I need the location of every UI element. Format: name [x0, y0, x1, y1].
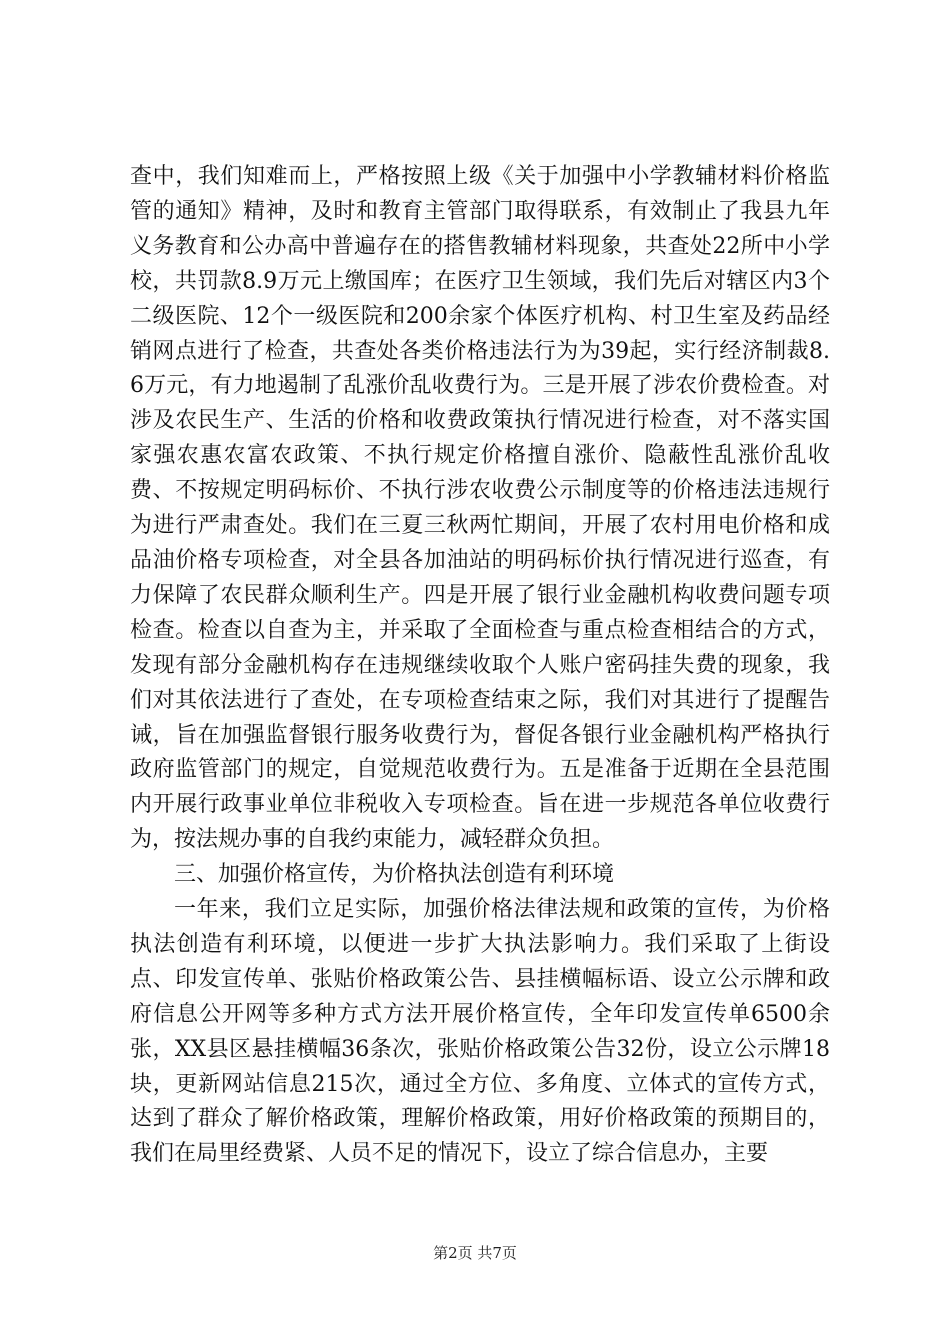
document-body: [130, 160, 830, 1172]
paragraph-continuation: 查中，我们知难而上，严格按照上级《关于加强中小学教辅材料价格监管的通知》精神，及时和教育主管部门取得联系，有效制止了我县九年义务教育和公办高中普遍存在的搭售教辅材料现象，共查处22所中小学校，共罚款8.9万元上缴国库；在医疗卫生领域，我们先后对辖区内3个二级医院、12个一级医院和200余家个体医疗机构、村卫生室及药品经销网点进行了检查，共查处各类价格违法行为为39起，实行经济制裁8.6万元，有力地遏制了乱涨价乱收费行为。三是开展了涉农价费检查。对涉及农民生产、生活的价格和收费政策执行情况进行检查，对不落实国家强农惠农富农政策、不执行规定价格擅自涨价、隐蔽性乱涨价乱收费、不按规定明码标价、不执行涉农收费公示制度等的价格违法违规行为进行严肃查处。我们在三夏三秋两忙期间，开展了农村用电价格和成品油价格专项检查，对全县各加油站的明码标价执行情况进行巡查，有力保障了农民群众顺利生产。四是开展了银行业金融机构收费问题专项检查。检查以自查为主，并采取了全面检查与重点检查相结合的方式，发现有部分金融机构存在违规继续收取个人账户密码挂失费的现象，我们对其依法进行了查处，在专项检查结束之际，我们对其进行了提醒告诫，旨在加强监督银行服务收费行为，督促各银行业金融机构严格执行政府监管部门的规定，自觉规范收费行为。五是准备于近期在全县范围内开展行政事业单位非税收入专项检查。旨在进一步规范各单位收费行为，按法规办事的自我约束能力，减轻群众负担。: [130, 164, 830, 853]
section-heading: 三、加强价格宣传，为价格执法创造有利环境: [174, 862, 615, 888]
page-number-footer: 第2页 共7页: [433, 1244, 517, 1262]
paragraph-body: 一年来，我们立足实际，加强价格法律法规和政策的宣传，为价格执法创造有利环境，以便进一步扩大执法影响力。我们采取了上街设点、印发宣传单、张贴价格政策公告、县挂横幅标语、设立公示牌和政府信息公开网等多种方式方法开展价格宣传，全年印发宣传单6500余张，XX县区悬挂横幅36条次，张贴价格政策公告32份，设立公示牌18块，更新网站信息215次，通过全方位、多角度、立体式的宣传方式，达到了群众了解价格政策，理解价格政策，用好价格政策的预期目的，我们在局里经费紧、人员不足的情况下，设立了综合信息办，主要: [130, 897, 830, 1167]
